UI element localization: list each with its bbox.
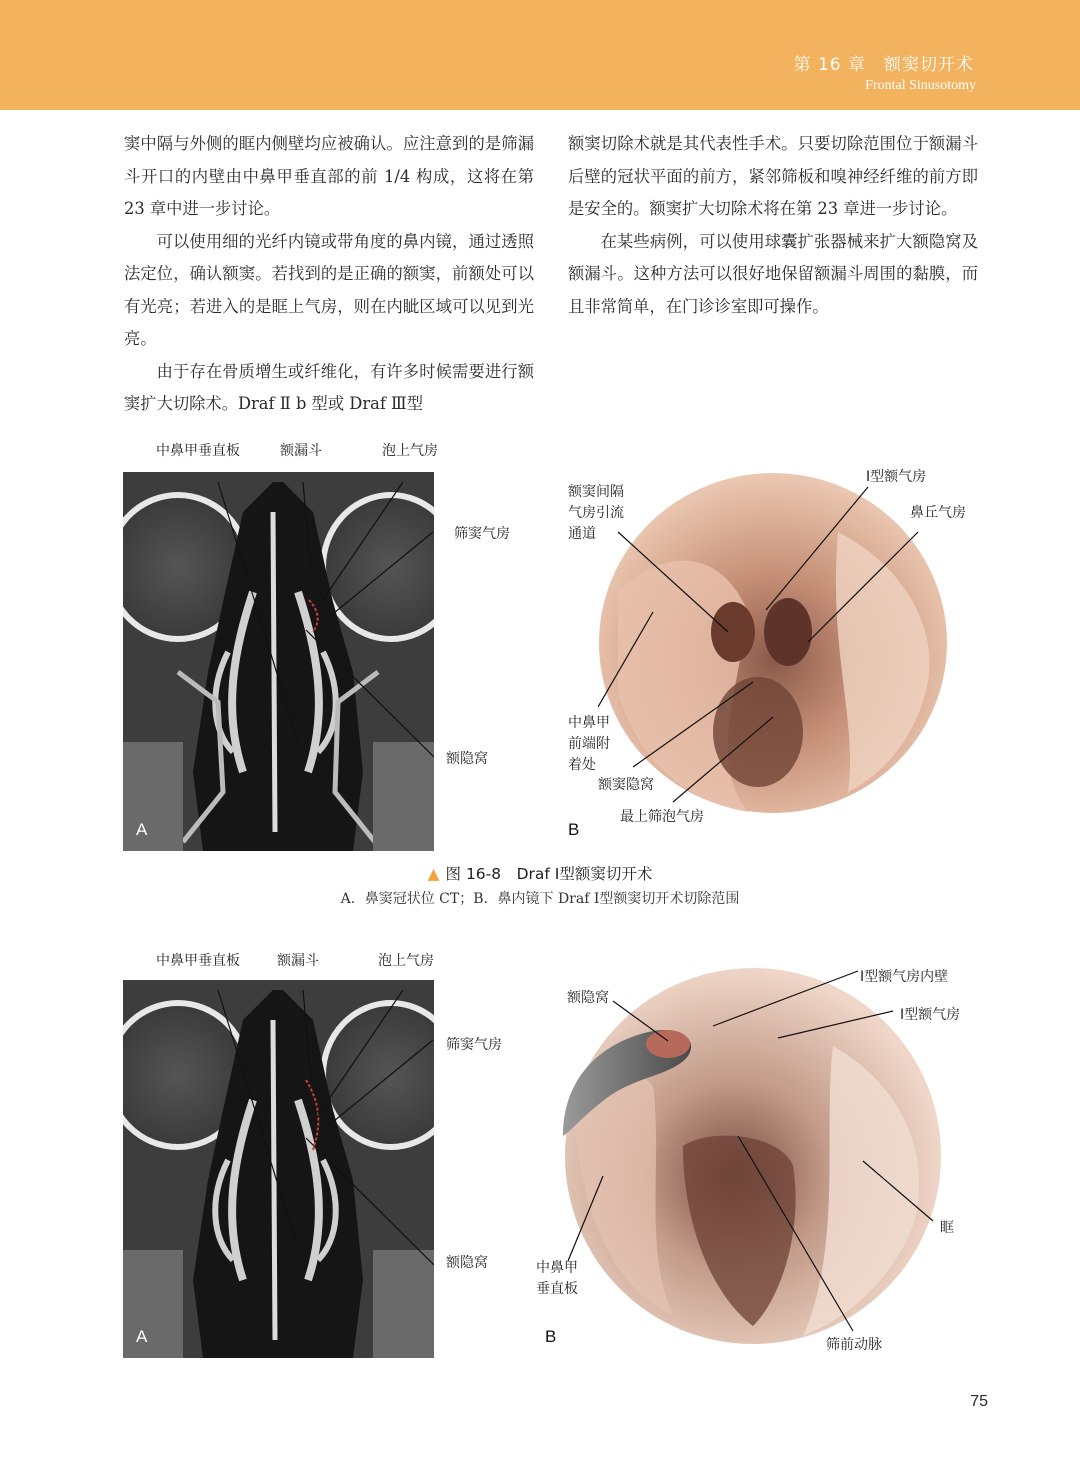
paragraph: 在某些病例，可以使用球囊扩张器械来扩大额隐窝及额漏斗。这种方法可以很好地保留额漏斗周围的黏膜，而且非常简单，在门诊诊室即可操作。 xyxy=(568,231,978,316)
paragraph: 由于存在骨质增生或纤维化，有许多时候需要进行额窦扩大切除术。Draf Ⅱ b 型或 Draf Ⅲ型 xyxy=(124,361,534,413)
label-type1-frontal-cell: Ⅰ型额气房 xyxy=(866,469,927,485)
label-infundibulum: 额漏斗 xyxy=(280,443,322,459)
triangle-icon: ▲ xyxy=(427,865,440,883)
label-anterior-ethmoid-artery: 筛前动脉 xyxy=(826,1337,882,1353)
label-superior-bulla-cell: 最上筛泡气房 xyxy=(620,809,704,825)
page-number: 75 xyxy=(970,1393,988,1410)
chapter-title: 第 16 章 额窦切开术 xyxy=(793,55,974,75)
paragraph: 可以使用细的光纤内镜或带角度的鼻内镜，通过透照法定位，确认额窦。若找到的是正确的额窦，前额处可以有光亮；若进入的是眶上气房，则在内眦区域可以见到光亮。 xyxy=(124,231,534,348)
right-text-column xyxy=(568,128,978,323)
panel-label-a: A xyxy=(136,1327,148,1346)
label-vertical-plate: 中鼻甲垂直板 xyxy=(156,953,240,969)
label-frontal-sinus-recess: 额窦隐窝 xyxy=(598,777,654,793)
caption-title-text: 图 16-8 Draf Ⅰ型额窦切开术 xyxy=(445,865,653,883)
label-supra-bulla-cell: 泡上气房 xyxy=(378,953,434,969)
chapter-header xyxy=(0,0,1080,110)
label-ethmoid-cell: 筛窦气房 xyxy=(446,1037,502,1053)
label-infundibulum: 额漏斗 xyxy=(277,953,319,969)
label-intersinus-drainage: 额窦间隔 气房引流 通道 xyxy=(568,484,624,542)
label-type1-frontal-cell: Ⅰ型额气房 xyxy=(900,1007,961,1023)
paragraph: 窦中隔与外侧的眶内侧壁均应被确认。应注意到的是筛漏斗开口的内壁由中鼻甲垂直部的前 1/4 构成，这将在第 23 章中进一步讨论。 xyxy=(124,134,534,218)
label-agger-nasi-cell: 鼻丘气房 xyxy=(910,505,966,521)
label-middle-turbinate-plate: 中鼻甲 垂直板 xyxy=(536,1260,578,1297)
endoscopic-image-b-2 xyxy=(563,966,943,1346)
label-middle-turbinate-attachment: 中鼻甲 前端附 着处 xyxy=(568,715,610,773)
label-frontal-recess: 额隐窝 xyxy=(446,1255,488,1271)
label-frontal-recess: 额隐窝 xyxy=(446,751,488,767)
paragraph: 额窦切除术就是其代表性手术。只要切除范围位于额漏斗后壁的冠状平面的前方，紧邻筛板和嗅神经纤维的前方即是安全的。额窦扩大切除术将在第 23 章进一步讨论。 xyxy=(568,134,978,218)
chapter-english-title: Frontal Sinusotomy xyxy=(865,78,976,93)
label-orbit: 眶 xyxy=(940,1220,954,1236)
label-vertical-plate: 中鼻甲垂直板 xyxy=(156,443,240,459)
ct-scan-image-a xyxy=(123,472,434,851)
endoscopic-image-b xyxy=(598,472,948,814)
label-type1-cell-inner-wall: Ⅰ型额气房内壁 xyxy=(860,969,949,985)
label-frontal-recess: 额隐窝 xyxy=(567,990,609,1006)
label-supra-bulla-cell: 泡上气房 xyxy=(382,443,438,459)
figure-caption-subtitle: A．鼻窦冠状位 CT；B．鼻内镜下 Draf Ⅰ型额窦切开术切除范围 xyxy=(340,891,740,907)
ct-scan-image-a-2 xyxy=(123,980,434,1358)
figure-caption-title xyxy=(0,862,1080,884)
panel-label-b: B xyxy=(568,820,580,839)
panel-label-b: B xyxy=(545,1327,557,1346)
label-ethmoid-cell: 筛窦气房 xyxy=(454,526,510,542)
panel-label-a: A xyxy=(136,820,148,839)
left-text-column xyxy=(124,128,534,421)
